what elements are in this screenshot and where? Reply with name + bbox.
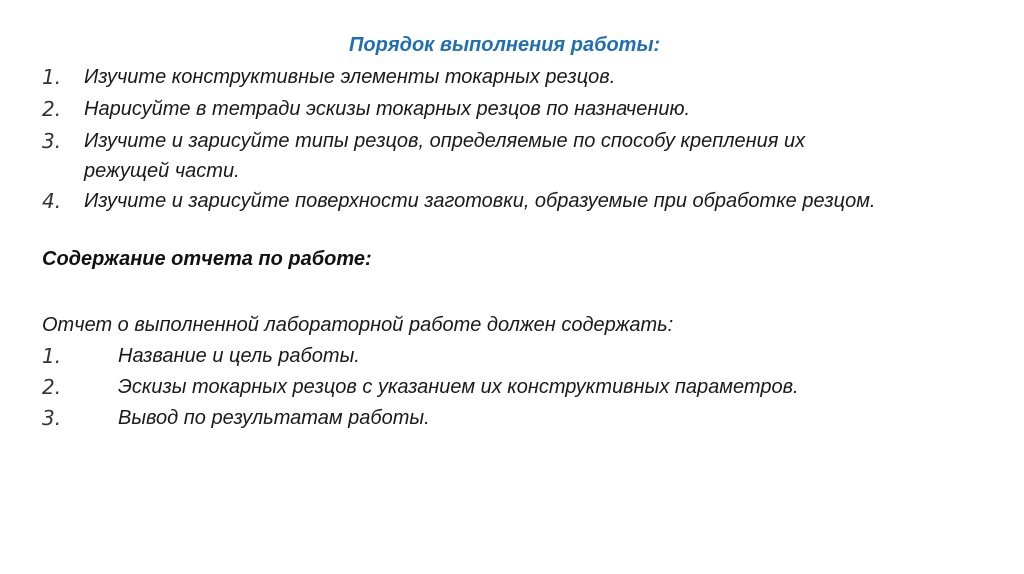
list-number: 1. bbox=[42, 344, 62, 368]
list-item-text: Вывод по результатам работы. bbox=[118, 407, 430, 429]
list-item-text: Название и цель работы. bbox=[118, 345, 360, 367]
list-item-text: Нарисуйте в тетради эскизы токарных резцов по назначению. bbox=[84, 98, 691, 120]
list-number: 1. bbox=[42, 65, 62, 89]
report-heading: Содержание отчета по работе: bbox=[42, 248, 372, 270]
procedure-item-3-continuation: режущей части. bbox=[84, 160, 240, 182]
list-number: 2. bbox=[42, 375, 62, 399]
list-item-text: Изучите и зарисуйте типы резцов, определяемые по способу крепления их bbox=[84, 130, 806, 152]
list-number: 2. bbox=[42, 97, 62, 121]
list-item-text: Эскизы токарных резцов с указанием их конструктивных параметров. bbox=[118, 376, 799, 398]
list-item-text: Изучите и зарисуйте поверхности заготовки, образуемые при обработке резцом. bbox=[84, 190, 876, 212]
list-number: 3. bbox=[42, 406, 62, 430]
list-number: 3. bbox=[42, 129, 62, 153]
list-number: 4. bbox=[42, 189, 62, 213]
procedure-title: Порядок выполнения работы: bbox=[349, 34, 661, 56]
list-item-text: Изучите конструктивные элементы токарных резцов. bbox=[84, 66, 616, 88]
report-intro: Отчет о выполненной лабораторной работе должен содержать: bbox=[42, 314, 674, 336]
